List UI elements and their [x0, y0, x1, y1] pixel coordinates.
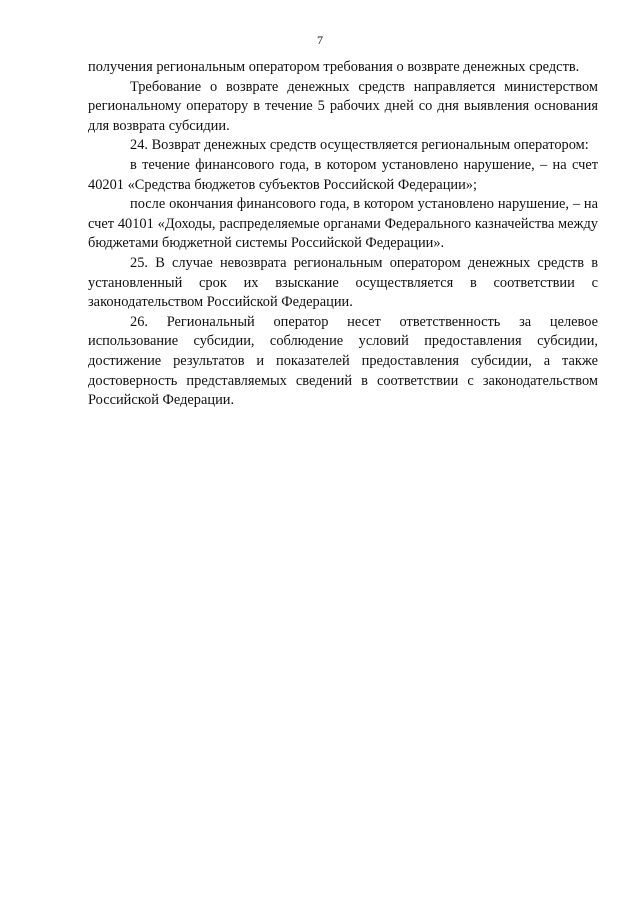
document-body — [88, 58, 598, 411]
paragraph-refund-request: Требование о возврате денежных средств направляется министерством региональному оператору в течение 5 рабочих дней со дня выявления основания для возврата субсидии. — [88, 78, 598, 134]
paragraph-clause-24: 24. Возврат денежных средств осуществляется региональным оператором: — [130, 137, 589, 154]
paragraph-clause-26: 26. Региональный оператор несет ответственность за целевое использование субсидии, соблюдение условий предоставления субсидии, достижение результатов и показателей предоставления субсидии, а также достоверность представляемых сведений в соответствии с законодательством Российской Федерации. — [88, 313, 598, 409]
paragraph-clause-25: 25. В случае невозврата региональным оператором денежных средств в установленный срок их взыскание осуществляется в соответствии с законодательством Российской Федерации. — [88, 254, 598, 311]
paragraph-continuation: получения региональным оператором требования о возврате денежных средств. — [88, 59, 580, 75]
page-number: 7 — [317, 33, 323, 47]
paragraph-clause-24-current-year: в течение финансового года, в котором установлено нарушение, – на счет 40201 «Средства бюджетов субъектов Российской Федерации»; — [88, 156, 598, 193]
paragraph-clause-24-after-year: после окончания финансового года, в котором установлено нарушение, – на счет 40101 «Доходы, распределяемые органами Федерального казначейства между бюджетами бюджетной системы Российской Федерации». — [88, 196, 598, 252]
